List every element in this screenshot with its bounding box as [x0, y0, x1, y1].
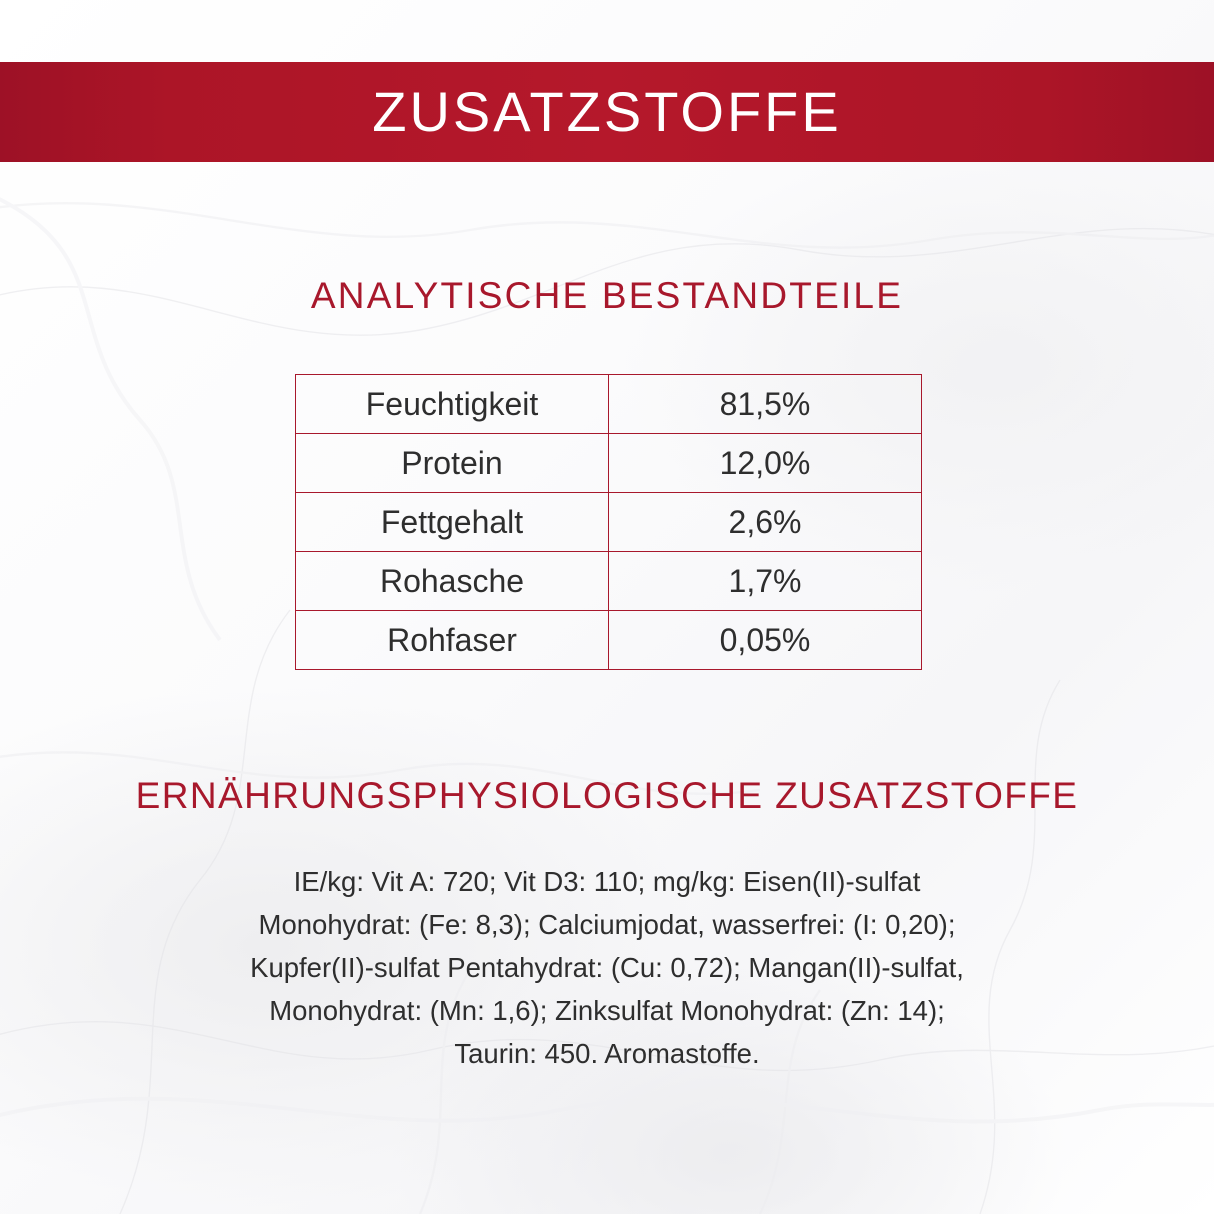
table-cell-label: Feuchtigkeit: [296, 375, 609, 434]
page-title: ZUSATZSTOFFE: [372, 80, 842, 143]
additives-section-heading: ERNÄHRUNGSPHYSIOLOGISCHE ZUSATZSTOFFE: [135, 775, 1079, 816]
table-cell-value: 2,6%: [609, 493, 922, 552]
table-cell-value: 81,5%: [609, 375, 922, 434]
table-cell-label: Fettgehalt: [296, 493, 609, 552]
additives-line: Taurin: 450. Aromastoffe.: [454, 1038, 760, 1069]
analytical-constituents-table: [295, 374, 922, 670]
table-cell-value: 0,05%: [609, 611, 922, 670]
analytical-section-heading: ANALYTISCHE BESTANDTEILE: [310, 275, 904, 316]
header-banner: [0, 62, 1214, 162]
table-cell-value: 12,0%: [609, 434, 922, 493]
table-row: [296, 434, 922, 493]
table-row: [296, 611, 922, 670]
table-row: [296, 375, 922, 434]
table-cell-value: 1,7%: [609, 552, 922, 611]
additives-line: Monohydrat: (Mn: 1,6); Zinksulfat Monohydrat: (Zn: 14);: [269, 995, 945, 1026]
additives-line: Monohydrat: (Fe: 8,3); Calciumjodat, wasserfrei: (I: 0,20);: [258, 909, 956, 940]
additives-line: IE/kg: Vit A: 720; Vit D3: 110; mg/kg: Eisen(II)-sulfat: [293, 866, 921, 897]
table-cell-label: Rohfaser: [296, 611, 609, 670]
table-row: [296, 493, 922, 552]
table-cell-label: Protein: [296, 434, 609, 493]
table-cell-label: Rohasche: [296, 552, 609, 611]
table-row: [296, 552, 922, 611]
additives-paragraph: [107, 860, 1107, 1075]
additives-line: Kupfer(II)-sulfat Pentahydrat: (Cu: 0,72); Mangan(II)-sulfat,: [250, 952, 964, 983]
